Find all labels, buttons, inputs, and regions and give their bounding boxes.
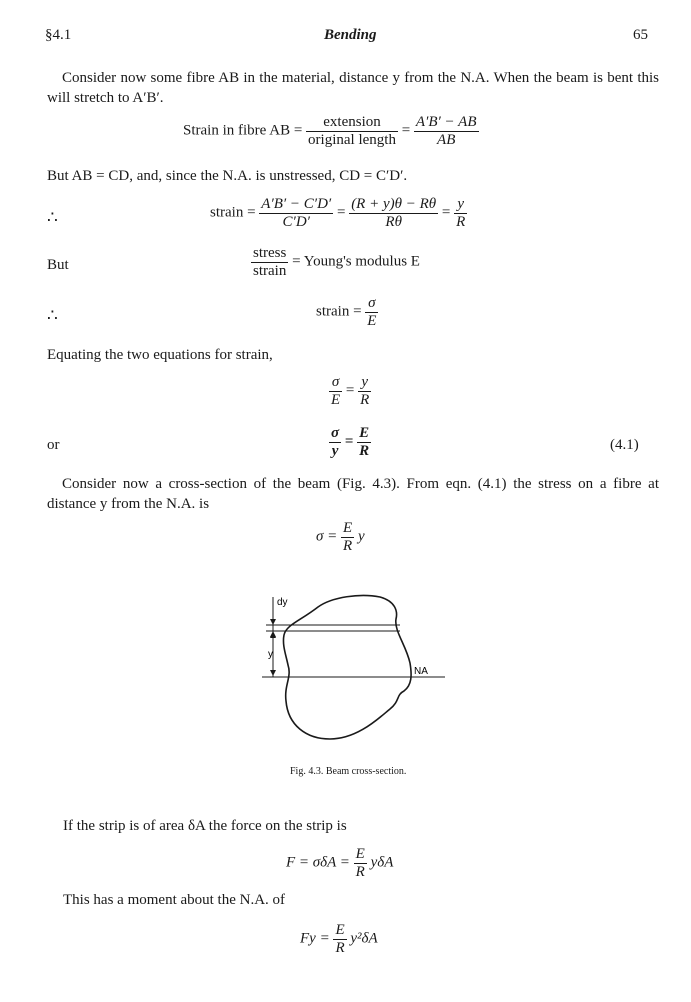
eq-rhs: = Young's modulus E <box>292 253 420 270</box>
paragraph-cross-section: Consider now a cross-section of the beam (Fig. 4.3). From eqn. (4.1) the stress on a fibre at distance y from the N.A. is <box>47 476 659 512</box>
equation-moment <box>300 922 378 956</box>
na-label: NA <box>414 666 428 677</box>
eq-lhs: Strain in fibre AB = <box>183 122 303 139</box>
paragraph-fibre: Consider now some fibre AB in the material, distance y from the N.A. When the beam is bent this will stretch to A′B′. <box>47 70 659 106</box>
fraction-stress-strain <box>251 245 288 279</box>
denominator: C′D′ <box>259 213 333 231</box>
fraction-sigma-e <box>329 374 342 408</box>
numerator: σ <box>331 425 340 441</box>
eq-lhs: F = σδA = <box>286 854 350 871</box>
fraction-e-r <box>333 922 346 956</box>
denominator: E <box>367 312 377 329</box>
denominator: AB <box>414 131 479 149</box>
numerator: E <box>355 846 365 862</box>
denominator: original length <box>308 131 396 148</box>
equation-strain-definition <box>183 114 479 148</box>
eq-tail: yδA <box>370 854 394 871</box>
numerator: extension <box>323 114 381 130</box>
numerator: σ <box>331 374 340 390</box>
numerator: (R + y)θ − Rθ <box>351 196 437 212</box>
but-label: But <box>47 257 69 273</box>
fraction-e-r <box>357 425 371 459</box>
fraction-sigma-y <box>329 425 341 459</box>
equals-sign: = <box>345 382 355 399</box>
page-number: 65 <box>633 27 648 43</box>
equals-sign: = <box>441 204 451 221</box>
denominator: R <box>335 939 345 956</box>
y-arrow-down <box>270 670 276 676</box>
fraction-ab-cd <box>259 196 333 230</box>
equation-equate <box>329 374 371 408</box>
fraction-y-r <box>454 196 467 230</box>
denominator: R <box>360 391 370 408</box>
numerator: y <box>361 374 369 390</box>
figure-beam-cross-section <box>240 585 460 750</box>
denominator: R <box>359 442 370 459</box>
fraction-ab <box>414 114 479 148</box>
equals-sign: = <box>401 122 411 139</box>
equation-sigma <box>316 520 365 554</box>
cross-section-outline <box>283 595 411 739</box>
equals-sign: = <box>336 204 346 221</box>
paragraph-moment: This has a moment about the N.A. of <box>63 892 286 908</box>
therefore-symbol-1: ∴ <box>47 208 58 227</box>
equation-force <box>286 846 393 880</box>
numerator: A′B′ − AB <box>415 114 477 130</box>
header-section: §4.1 <box>45 27 72 43</box>
dy-label: dy <box>277 597 288 608</box>
denominator: Rθ <box>349 213 438 231</box>
fraction-e-r <box>341 520 354 554</box>
denominator: R <box>456 213 466 230</box>
eq-tail: y²δA <box>350 930 378 947</box>
paragraph-strip-area: If the strip is of area δA the force on the strip is <box>63 818 347 834</box>
dy-arrow-down <box>270 619 276 625</box>
fraction-y-r <box>358 374 371 408</box>
therefore-symbol-2: ∴ <box>47 306 58 325</box>
figure-caption: Fig. 4.3. Beam cross-section. <box>290 766 407 777</box>
equation-young-modulus <box>251 245 420 279</box>
fraction-extension <box>306 114 398 148</box>
equation-strain-sigma <box>316 295 378 329</box>
eq-lhs: Fy = <box>300 930 330 947</box>
fraction-r-theta <box>349 196 438 230</box>
paragraph-ab-cd: But AB = CD, and, since the N.A. is unstressed, CD = C′D′. <box>47 168 408 184</box>
numerator: E <box>343 520 353 536</box>
equation-strain-geometry <box>210 196 467 230</box>
eq-tail: y <box>357 528 365 545</box>
y-label: y <box>268 649 273 660</box>
paragraph-equating: Equating the two equations for strain, <box>47 347 273 363</box>
numerator: E <box>335 922 345 938</box>
numerator: y <box>457 196 465 212</box>
y-arrow-up <box>270 632 276 638</box>
equals-sign: = <box>344 433 354 450</box>
denominator: E <box>331 391 341 408</box>
numerator: stress <box>253 245 287 261</box>
eq-lhs: strain = <box>316 303 362 320</box>
denominator: strain <box>251 262 288 280</box>
equation-number: (4.1) <box>610 437 639 453</box>
or-label: or <box>47 437 60 453</box>
eq-lhs: strain = <box>210 204 256 221</box>
eq-lhs: σ = <box>316 528 338 545</box>
denominator: R <box>343 537 353 554</box>
numerator: A′B′ − C′D′ <box>261 196 332 212</box>
fraction-sigma-e <box>365 295 378 329</box>
fraction-e-r <box>354 846 367 880</box>
equation-4-1 <box>329 425 371 459</box>
denominator: y <box>329 442 341 460</box>
numerator: E <box>359 425 370 441</box>
header-title: Bending <box>324 27 377 43</box>
denominator: R <box>355 863 365 880</box>
numerator: σ <box>368 295 376 311</box>
